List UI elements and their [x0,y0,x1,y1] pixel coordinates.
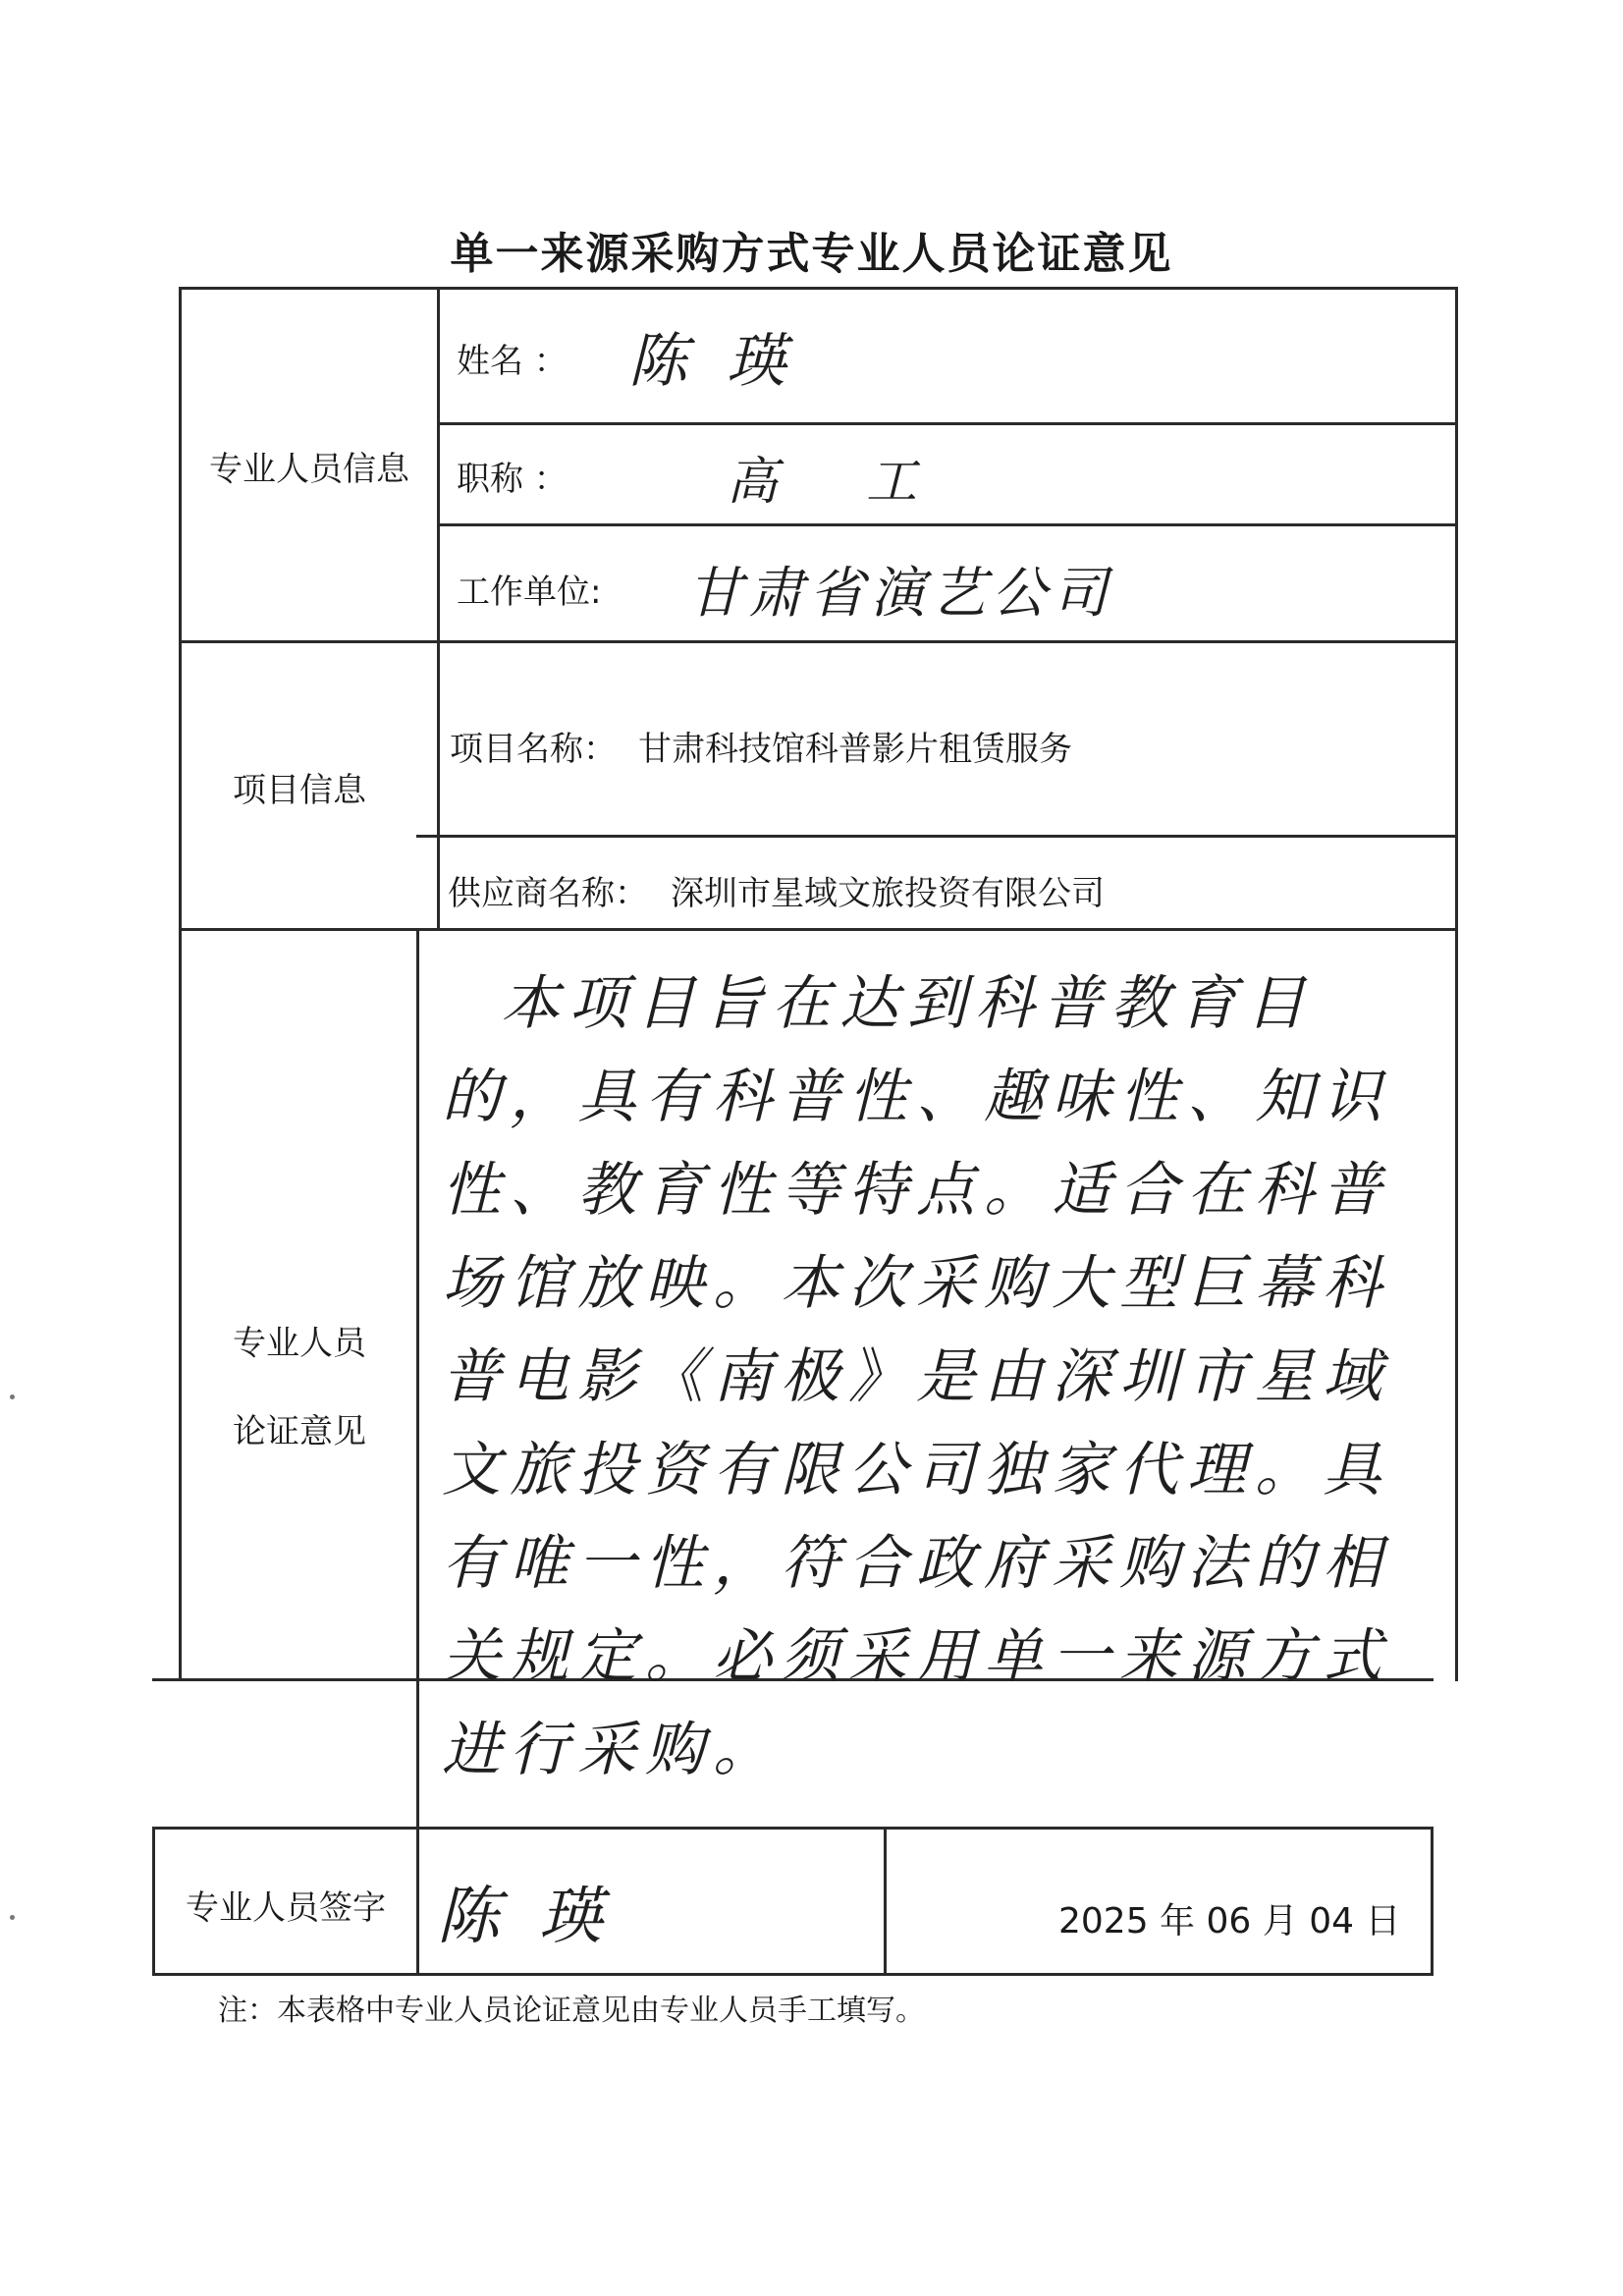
column-separator-upper [437,287,440,928]
signature-row-bottom [152,1973,1434,1976]
supplier-value: 深圳市星域文旅投资有限公司 [671,874,1105,913]
opinion-text: 本项目旨在达到科普教育目的，具有科普性、趣味性、知识性、教育性等特点。适合在科普场馆放映。本次采购大型巨幕科普电影《南极》是由深圳市星域文旅投资有限公司独家代理。具有唯一性，符合政府采购法的相关规定。必须采用单一来源方式进行采购。 [442,969,1390,1784]
unit-value: 甘肃省演艺公司 [687,562,1113,626]
project-name-label: 项目名称： [450,730,617,769]
section-label-project: 项目信息 [233,771,366,810]
field-separator-title [437,523,1458,526]
table-border-right [1455,287,1458,1681]
title-label: 职称 ： [457,460,568,499]
supplier-label: 供应商名称： [448,874,648,913]
row-separator-personnel [179,640,1458,643]
signature-date: 2025 年 06 月 04 日 [1058,1901,1401,1941]
section-label-personnel: 专业人员信息 [209,450,409,489]
signature-row-right [1431,1827,1434,1976]
footnote: 注：本表格中专业人员论证意见由专业人员手工填写。 [218,1994,925,2028]
signature-handwriting: 陈瑛 [437,1881,641,1953]
section-label-signature: 专业人员签字 [186,1888,386,1928]
unit-label: 工作单位: [457,573,602,612]
section-label-opinion-1: 专业人员 [233,1324,366,1363]
name-value: 陈瑛 [628,327,825,396]
field-separator-name [437,422,1458,425]
title-value: 高工 [727,453,1006,512]
row-separator-opinion [152,1827,1434,1830]
section-label-opinion-2: 论证意见 [233,1412,366,1451]
scan-speck [10,1915,15,1920]
project-name-value: 甘肃科技馆科普影片租赁服务 [638,730,1072,769]
field-separator-project [416,835,1458,838]
scan-speck [10,1394,15,1399]
row-separator-project [179,928,1458,931]
signature-column-separator [416,1827,419,1976]
table-border-top [179,287,1458,290]
signature-date-separator [884,1827,887,1976]
name-label: 姓名 ： [457,342,568,381]
form-title: 单一来源采购方式专业人员论证意见 [450,229,1173,279]
table-border-left [179,287,182,1681]
